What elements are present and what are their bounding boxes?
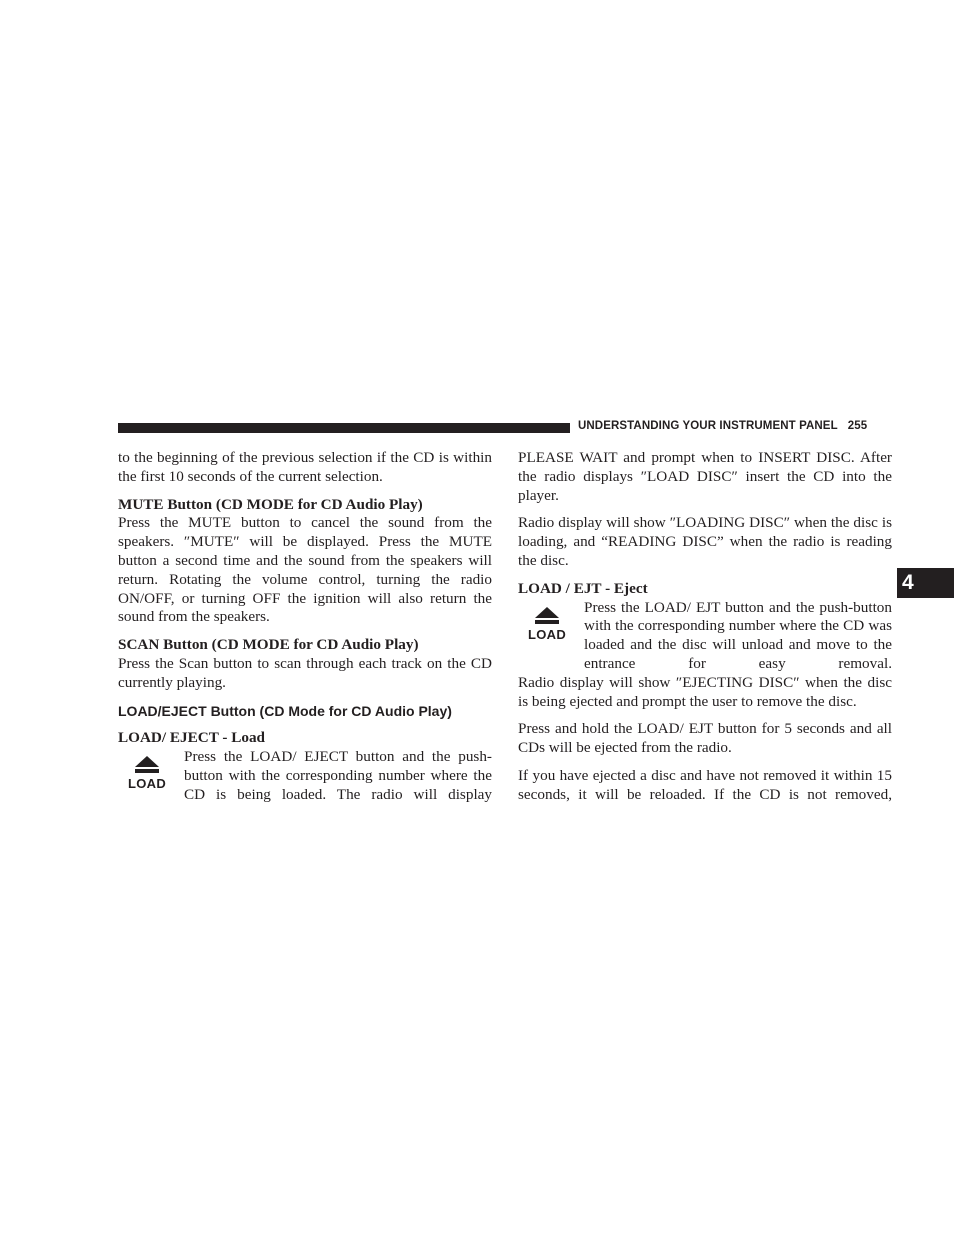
eject-paragraph: Press the LOAD/ EJT button and the push-button with the corresponding number where the CD was loaded and the disc will unload and move to the entrance for easy removal.: [584, 598, 892, 672]
scan-paragraph: Press the Scan button to scan through each track on the CD currently playing.: [118, 654, 492, 691]
reload-paragraph: If you have ejected a disc and have not removed it within 15 seconds, it will be reloaded. If the CD is not removed,: [518, 766, 892, 803]
load-subheading: LOAD/ EJECT - Load: [118, 729, 265, 747]
eject-icon-label: LOAD: [527, 626, 567, 642]
hold-paragraph: Press and hold the LOAD/ EJT button for 5 seconds and all CDs will be ejected from the radio.: [518, 720, 892, 757]
eject-triangle-icon: [135, 756, 159, 767]
page-number: 255: [847, 420, 868, 432]
ejecting-paragraph: Radio display will show ″EJECTING DISC″ when the disc is being ejected and prompt the user to remove the disc.: [518, 673, 892, 710]
header-rule: [118, 423, 570, 433]
eject-load-icon: [524, 607, 570, 647]
loading-paragraph: Radio display will show ″LOADING DISC″ when the disc is loading, and “READING DISC” when the radio is reading the disc.: [518, 514, 892, 569]
load-section: [118, 748, 492, 804]
load-paragraph: Press the LOAD/ EJECT button and the push-button with the corresponding number where the CD is being loaded. The radio will display: [184, 748, 492, 803]
load-icon-label: LOAD: [127, 776, 167, 792]
section-title: UNDERSTANDING YOUR INSTRUMENT PANEL: [578, 420, 838, 432]
mute-paragraph: Press the MUTE button to cancel the sound from the speakers. ″MUTE″ will be displayed. Press the MUTE button a second time and the sound from the speakers will return. Rotating the volume control, turning the radio ON/OFF, or turning OFF the ignition will also return the sound from the speakers.: [118, 514, 492, 626]
load-eject-heading: LOAD/EJECT Button (CD Mode for CD Audio Play): [118, 702, 452, 719]
right-column: [518, 449, 892, 805]
chapter-tab: 4: [897, 568, 954, 598]
eject-load-icon: [124, 756, 170, 796]
eject-triangle-icon: [535, 607, 559, 618]
scan-heading: SCAN Button (CD MODE for CD Audio Play): [118, 636, 419, 654]
eject-section: [518, 599, 892, 674]
left-column: [118, 449, 492, 805]
continued-paragraph: PLEASE WAIT and prompt when to INSERT DISC. After the radio displays ″LOAD DISC″ insert the CD into the player.: [518, 449, 892, 504]
mute-heading: MUTE Button (CD MODE for CD Audio Play): [118, 495, 423, 513]
intro-paragraph: to the beginning of the previous selection if the CD is within the first 10 seconds of the current selection.: [118, 449, 492, 485]
eject-subheading: LOAD / EJT - Eject: [518, 579, 648, 597]
running-header: [578, 420, 867, 432]
